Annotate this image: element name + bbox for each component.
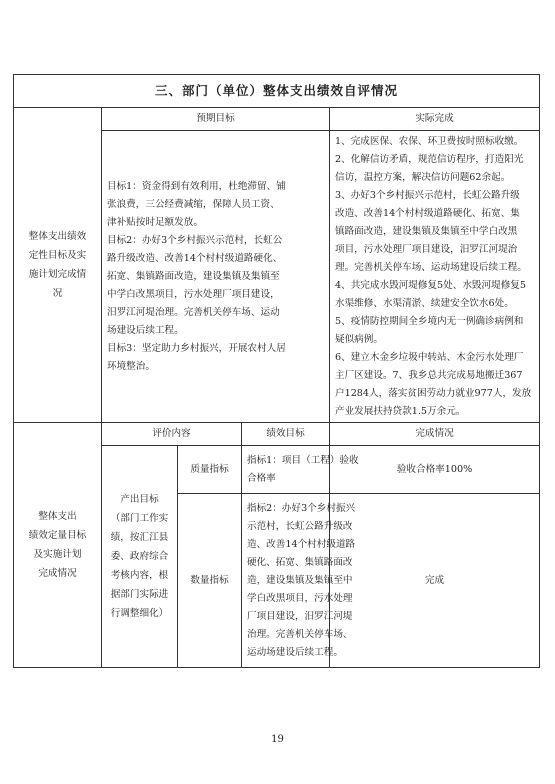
quality-indicator-text: 指标1：项目（工程）验收 合格率 — [242, 446, 330, 494]
eval-content-header: 评价内容 — [102, 423, 242, 446]
expected-target-header: 预期目标 — [102, 108, 330, 131]
actual-completion-header: 实际完成 — [330, 108, 540, 131]
quantity-indicator-label: 数量指标 — [178, 494, 242, 668]
expected-target-text: 目标1：资金得到有效利用，杜绝滞留、铺 张浪费，三公经费减缩，保障人员工资、 津补贴按时足额发放。 目标2：办好3个乡村振兴示范村，长虹公 路升级改造、改善14个村村级道路硬化、 拓宽、集镇路面改造，建设集镇及集镇至 中学白改黑项目，污水处理厂项目建设， 汨罗江河堤治理。完善机关停车场、运动 场建设后续工程。 目标3：坚定助力乡村振兴，开展农村人居 环境整治。 — [102, 131, 330, 423]
actual-completion-text: 1、完成医保、农保、环卫费按时照标收缴。 2、化解信访矛盾，规范信访程序，打造阳光 信访，温控方案，解决信访问题62余起。 3、办好3个乡村振兴示范村，长虹公路升级 改造、改善14个村村级道路硬化、拓宽、集 镇路面改造，建设集镇及集镇至中学白改黑 项目，污水处理厂项目建设，汨罗江河堤治 理。完善机关停车场、运动场建设后续工程。 4、共完成水毁河堤修复5处、水毁河堤修复5 水渠维修、水渠清淤、续建安全饮水6处。 5、疫情防控期间全乡境内无一例确诊病例和 疑似病例。 6、建立木金乡垃圾中转站、木金污水处理厂 主厂区建设。7、我乡总共完成易地搬迁367 户1284人，落实贫困劳动力就业977人，发放 产业发展扶持贷款1.5万余元。 — [330, 131, 540, 423]
section-title: 三、部门（单位）整体支出绩效自评情况 — [14, 75, 540, 108]
output-target-label: 产出目标 （部门工作实 绩，按汇江县 委、政府综合 考核内容，根 据部门实际进 行调整细化） — [102, 446, 178, 668]
qualitative-label: 整体支出绩效 定性目标及实 施计划完成情 况 — [14, 108, 102, 423]
performance-target-header: 绩效目标 — [242, 423, 330, 446]
page-number: 19 — [271, 734, 284, 745]
quality-indicator-label: 质量指标 — [178, 446, 242, 494]
performance-table — [13, 74, 540, 668]
quantity-result: 完成 — [330, 494, 540, 668]
quantitative-label: 整体支出 绩效定量目标 及实施计划 完成情况 — [14, 423, 102, 668]
quality-result: 验收合格率100% — [330, 446, 540, 494]
completion-status-header: 完成情况 — [330, 423, 540, 446]
quantity-indicator-text: 指标2：办好3个乡村振兴 示范村，长虹公路升级改 造、改善14个村村级道路 硬化、拓宽、集镇路面改 造，建设集镇及集镇至中 学白改黑项目，污水处理 厂项目建设，汨罗江河堤 治理。完善机关停车场、 运动场建设后续工程。 — [242, 494, 330, 668]
